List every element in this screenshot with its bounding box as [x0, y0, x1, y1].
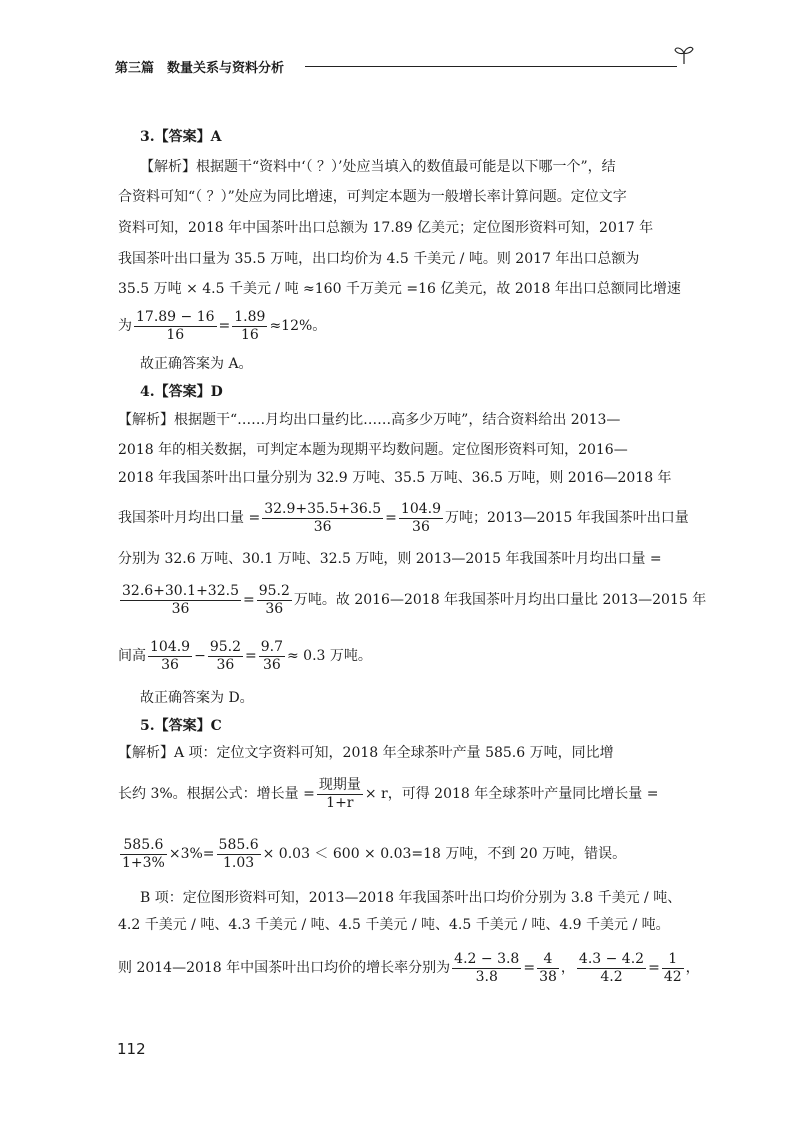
- analysis-line: 分别为 32.6 万吨、30.1 万吨、32.5 万吨，则 2013—2015 年我国茶叶月均出口量 =: [118, 551, 662, 567]
- answer-label-4: 4.【答案】D: [140, 384, 223, 400]
- formula-line: [118, 945, 700, 991]
- denominator: 36: [262, 656, 281, 673]
- fraction: [208, 639, 243, 674]
- numerator: 104.9: [400, 500, 441, 517]
- text-fragment: 间高: [118, 648, 146, 664]
- denominator: 36: [161, 656, 179, 673]
- text-fragment: −: [194, 648, 206, 664]
- text-fragment: ，: [560, 960, 575, 976]
- fraction: [134, 309, 217, 344]
- numerator: 95.2: [258, 582, 290, 599]
- numerator: 17.89 − 16: [136, 308, 215, 325]
- denominator: 3.8: [475, 968, 498, 985]
- analysis-line: 4.2 千美元 / 吨、4.3 千美元 / 吨、4.5 千美元 / 吨、4.5 千美元 / 吨、4.9 千美元 / 吨。: [118, 917, 670, 933]
- denominator: 16: [240, 326, 259, 343]
- text-fragment: =: [648, 960, 660, 976]
- fraction: [399, 501, 443, 536]
- header-rule: [305, 66, 677, 67]
- text-fragment: 万吨；2013—2015 年我国茶叶出口量: [445, 510, 689, 526]
- denominator: 1+3%: [122, 854, 165, 871]
- fraction: [259, 639, 285, 674]
- text-fragment: =: [385, 510, 397, 526]
- numerator: 1: [662, 951, 684, 969]
- numerator: 95.2: [209, 638, 241, 655]
- text-fragment: ≈ 0.3 万吨。: [287, 648, 372, 664]
- analysis-line: 2018 年的相关数据，可判定本题为现期平均数问题。定位图形资料可知，2016—: [118, 442, 628, 458]
- text-fragment: 我国茶叶月均出口量 =: [118, 510, 261, 526]
- denominator: 36: [313, 518, 332, 535]
- page-number: 112: [117, 1040, 146, 1058]
- text-fragment: 万吨。故 2016—2018 年我国茶叶月均出口量比 2013—2015 年: [293, 592, 707, 608]
- analysis-line: 资料可知，2018 年中国茶叶出口总额为 17.89 亿美元；定位图形资料可知，2017 年: [118, 220, 654, 236]
- sprout-icon: [673, 43, 695, 65]
- text-fragment: 长约 3%。根据公式：增长量 =: [118, 786, 315, 802]
- numerator: 585.6: [120, 837, 167, 855]
- analysis-line: 35.5 万吨 × 4.5 千美元 / 吨 ≈160 千万美元 =16 亿美元，故 2018 年出口总额同比增速: [118, 281, 681, 297]
- answer-label-5: 5.【答案】C: [140, 718, 222, 734]
- denominator: 42: [663, 968, 682, 985]
- answer-label-3: 3.【答案】A: [140, 129, 222, 145]
- analysis-line: 【解析】A 项：定位文字资料可知，2018 年全球茶叶产量 585.6 万吨，同比增: [118, 745, 614, 761]
- numerator: 104.9: [150, 638, 191, 655]
- analysis-line: 我国茶叶出口量为 35.5 万吨，出口均价为 4.5 千美元 / 吨。则 2017 年出口总额为: [118, 251, 640, 267]
- text-fragment: ×3%=: [168, 846, 215, 862]
- section-title: 第三篇 数量关系与资料分析: [115, 61, 285, 76]
- text-fragment: ≈12%。: [269, 318, 327, 334]
- denominator: 36: [265, 600, 284, 617]
- denominator: 4.2: [600, 968, 623, 985]
- analysis-line: 2018 年我国茶叶出口量分别为 32.9 万吨、35.5 万吨、36.5 万吨，则 2016—2018 年: [118, 470, 672, 486]
- formula-line: [118, 495, 689, 541]
- fraction: [120, 837, 167, 872]
- numerator: 4: [537, 951, 559, 969]
- fraction: [662, 951, 684, 986]
- formula-line: [118, 831, 626, 877]
- denominator: 36: [412, 518, 430, 535]
- text-fragment: × r，可得 2018 年全球茶叶产量同比增长量 =: [364, 786, 659, 802]
- fraction: [148, 639, 192, 674]
- numerator: 4.3 − 4.2: [578, 950, 645, 967]
- numerator: 4.2 − 3.8: [454, 950, 520, 967]
- analysis-line: 【解析】根据题干“资料中‘（ ？）’处应当填入的数值最可能是以下哪一个”，结: [140, 159, 616, 175]
- fraction: [577, 951, 646, 986]
- denominator: 36: [171, 600, 190, 617]
- correct-answer: 故正确答案为 D。: [140, 690, 254, 706]
- numerator: 32.6+30.1+32.5: [122, 582, 239, 599]
- fraction: [262, 501, 383, 536]
- text-fragment: =: [523, 960, 536, 976]
- text-fragment: 则 2014—2018 年中国茶叶出口均价的增长率分别为: [118, 960, 451, 976]
- text-fragment: × 0.03 ＜ 600 × 0.03=18 万吨，不到 20 万吨，错误。: [262, 846, 627, 862]
- text-fragment: ，: [685, 960, 700, 976]
- fraction: [232, 309, 267, 344]
- fraction: [537, 951, 559, 986]
- numerator: 585.6: [218, 836, 259, 853]
- denominator: 1.03: [222, 854, 255, 871]
- text-fragment: 为: [118, 318, 132, 334]
- analysis-line: B 项：定位图形资料可知，2013—2018 年我国茶叶出口均价分别为 3.8 千美元 / 吨、: [140, 890, 682, 906]
- fraction: [120, 583, 241, 618]
- numerator: 9.7: [260, 638, 283, 655]
- numerator: 32.9+35.5+36.5: [264, 500, 382, 517]
- fraction: [257, 583, 292, 618]
- fraction: [317, 777, 363, 812]
- denominator: 36: [216, 656, 235, 673]
- formula-line: [118, 577, 706, 623]
- fraction: [217, 837, 261, 872]
- formula-line: [118, 303, 326, 349]
- denominator: 1+r: [326, 794, 354, 811]
- analysis-line: 【解析】根据题干“……月均出口量约比……高多少万吨”，结合资料给出 2013—: [118, 412, 621, 428]
- text-fragment: =: [218, 318, 231, 334]
- text-fragment: =: [242, 592, 255, 608]
- fraction: [452, 951, 521, 986]
- numerator: 1.89: [234, 308, 266, 325]
- numerator: 现期量: [318, 776, 361, 793]
- text-fragment: =: [245, 648, 257, 664]
- formula-line: [118, 633, 372, 679]
- correct-answer: 故正确答案为 A。: [140, 356, 253, 372]
- analysis-line: 合资料可知“（ ？）”处应为同比增速，可判定本题为一般增长率计算问题。定位文字: [118, 189, 627, 205]
- denominator: 38: [539, 968, 557, 985]
- formula-line: [118, 771, 658, 817]
- running-header: [115, 55, 695, 81]
- denominator: 16: [166, 326, 185, 343]
